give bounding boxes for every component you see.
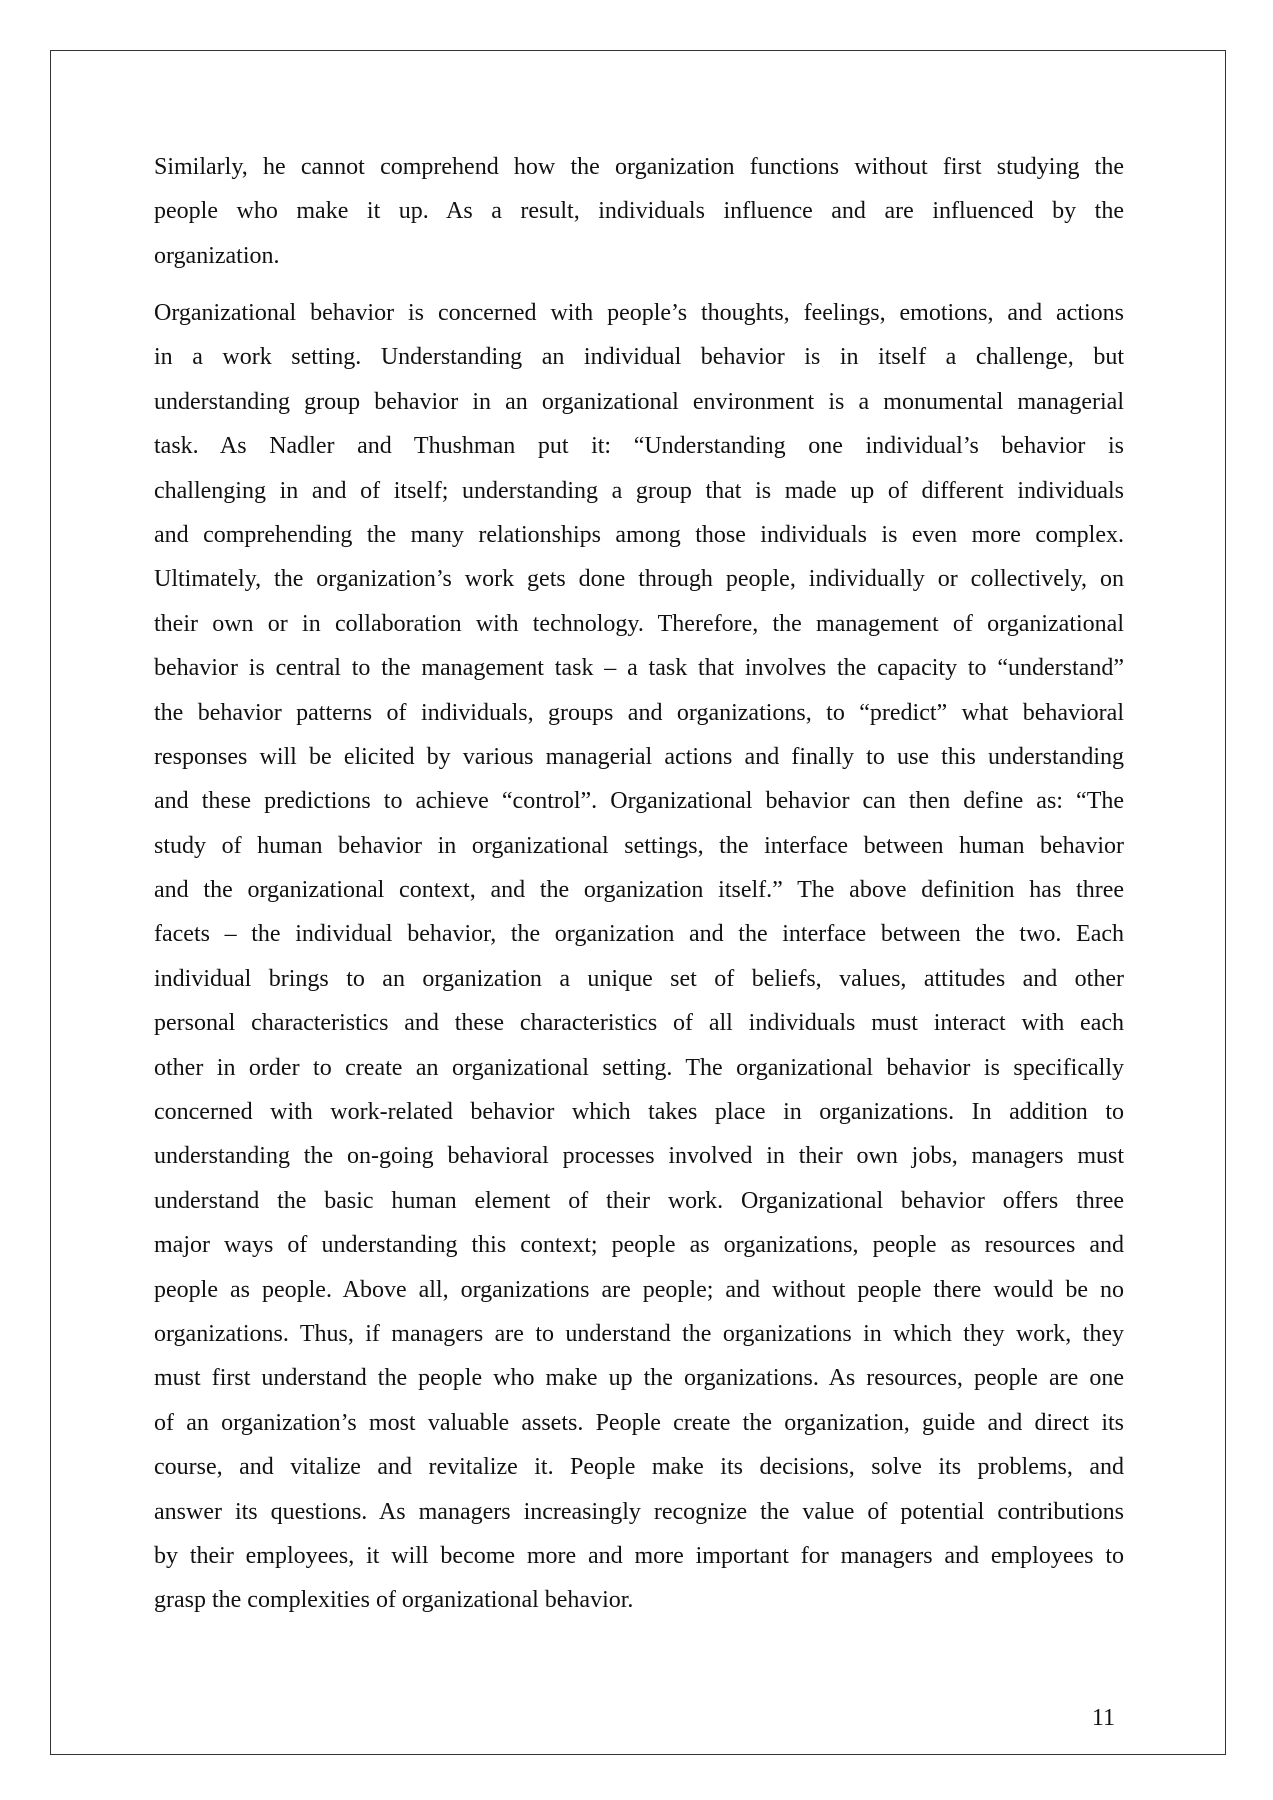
text-line: and these predictions to achieve “control”. Organizational behavior can then define as: “The	[154, 788, 1124, 815]
text-line: their own or in collaboration with technology. Therefore, the management of organizational	[154, 610, 1124, 637]
paragraph-1	[154, 145, 1124, 278]
text-line: understanding group behavior in an organizational environment is a monumental managerial	[154, 388, 1124, 415]
text-line: people who make it up. As a result, individuals influence and are influenced by the	[154, 198, 1124, 225]
paragraph-2	[154, 291, 1124, 1623]
text-line: organization.	[154, 242, 280, 269]
text-line: the behavior patterns of individuals, groups and organizations, to “predict” what behavioral	[154, 699, 1124, 726]
text-line: and comprehending the many relationships among those individuals is even more complex.	[154, 521, 1124, 548]
text-line: task. As Nadler and Thushman put it: “Understanding one individual’s behavior is	[154, 433, 1124, 460]
text-line: people as people. Above all, organizations are people; and without people there would be no	[154, 1276, 1124, 1303]
text-line: concerned with work-related behavior which takes place in organizations. In addition to	[154, 1099, 1124, 1126]
text-line: challenging in and of itself; understanding a group that is made up of different individuals	[154, 477, 1124, 504]
text-line: understanding the on-going behavioral processes involved in their own jobs, managers must	[154, 1143, 1124, 1170]
text-line: and the organizational context, and the organization itself.” The above definition has three	[154, 877, 1124, 904]
text-line: individual brings to an organization a unique set of beliefs, values, attitudes and other	[154, 965, 1124, 992]
text-line: Similarly, he cannot comprehend how the organization functions without first studying the	[154, 154, 1124, 180]
text-line: major ways of understanding this context; people as organizations, people as resources and	[154, 1232, 1124, 1259]
text-line: course, and vitalize and revitalize it. People make its decisions, solve its problems, and	[154, 1454, 1124, 1481]
text-line: of an organization’s most valuable assets. People create the organization, guide and direct its	[154, 1409, 1124, 1436]
text-line: by their employees, it will become more and more important for managers and employees to	[154, 1542, 1124, 1569]
text-line: understand the basic human element of their work. Organizational behavior offers three	[154, 1187, 1124, 1214]
text-line: other in order to create an organizational setting. The organizational behavior is specifically	[154, 1054, 1124, 1081]
text-line: in a work setting. Understanding an individual behavior is in itself a challenge, but	[154, 344, 1124, 371]
text-line: responses will be elicited by various managerial actions and finally to use this understanding	[154, 743, 1124, 770]
text-line: Ultimately, the organization’s work gets done through people, individually or collectively, on	[154, 566, 1124, 593]
text-line: facets – the individual behavior, the organization and the interface between the two. Each	[154, 921, 1124, 948]
text-line: Organizational behavior is concerned with people’s thoughts, feelings, emotions, and actions	[154, 300, 1124, 326]
text-line: grasp the complexities of organizational behavior.	[154, 1587, 634, 1614]
text-line: study of human behavior in organizational settings, the interface between human behavior	[154, 832, 1124, 859]
text-line: personal characteristics and these characteristics of all individuals must interact with each	[154, 1010, 1124, 1037]
page-number: 11	[1091, 1705, 1115, 1731]
text-line: organizations. Thus, if managers are to understand the organizations in which they work, they	[154, 1320, 1124, 1347]
text-line: behavior is central to the management task – a task that involves the capacity to “understand”	[154, 655, 1124, 682]
text-line: must first understand the people who make up the organizations. As resources, people are one	[154, 1365, 1124, 1392]
text-line: answer its questions. As managers increasingly recognize the value of potential contributions	[154, 1498, 1124, 1525]
